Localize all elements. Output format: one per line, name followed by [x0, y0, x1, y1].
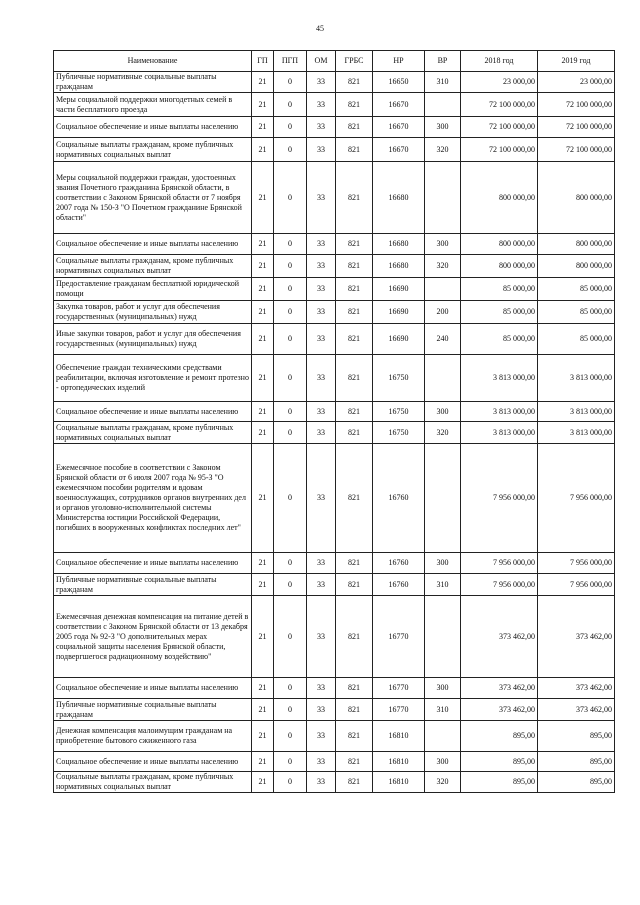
- row-2018: 85 000,00: [461, 278, 538, 301]
- row-2018: 800 000,00: [461, 234, 538, 255]
- budget-table: [53, 50, 615, 793]
- row-name: Меры социальной поддержки многодетных семей в части бесплатного проезда: [54, 93, 252, 117]
- row-name: Социальные выплаты гражданам, кроме публичных нормативных социальных выплат: [54, 772, 252, 793]
- row-2019: 72 100 000,00: [538, 138, 615, 162]
- row-vr: [425, 355, 461, 402]
- row-2018: 800 000,00: [461, 162, 538, 234]
- row-name: Социальные выплаты гражданам, кроме публичных нормативных социальных выплат: [54, 422, 252, 444]
- table-row: [54, 162, 615, 234]
- row-2018: 895,00: [461, 772, 538, 793]
- row-pgp: 0: [274, 678, 307, 699]
- row-pgp: 0: [274, 117, 307, 138]
- row-2018: 72 100 000,00: [461, 138, 538, 162]
- row-vr: [425, 596, 461, 678]
- row-2018: 3 813 000,00: [461, 402, 538, 422]
- header-name: Наименование: [54, 51, 252, 72]
- row-grbs: 821: [336, 355, 373, 402]
- row-2019: 85 000,00: [538, 301, 615, 324]
- row-pgp: 0: [274, 301, 307, 324]
- row-vr: 300: [425, 752, 461, 772]
- row-pgp: 0: [274, 574, 307, 596]
- row-grbs: 821: [336, 162, 373, 234]
- row-grbs: 821: [336, 278, 373, 301]
- table-row: [54, 678, 615, 699]
- row-gp: 21: [252, 278, 274, 301]
- row-nr: 16760: [373, 574, 425, 596]
- row-grbs: 821: [336, 72, 373, 93]
- row-name: Социальное обеспечение и иные выплаты населению: [54, 553, 252, 574]
- row-name: Социальное обеспечение и иные выплаты населению: [54, 752, 252, 772]
- row-om: 33: [307, 699, 336, 721]
- table-row: [54, 772, 615, 793]
- row-gp: 21: [252, 162, 274, 234]
- row-grbs: 821: [336, 596, 373, 678]
- row-gp: 21: [252, 596, 274, 678]
- row-om: 33: [307, 678, 336, 699]
- row-nr: 16690: [373, 301, 425, 324]
- row-2019: 3 813 000,00: [538, 355, 615, 402]
- row-pgp: 0: [274, 596, 307, 678]
- row-pgp: 0: [274, 255, 307, 278]
- header-grbs: ГРБС: [336, 51, 373, 72]
- row-gp: 21: [252, 72, 274, 93]
- table-row: [54, 93, 615, 117]
- row-2019: 895,00: [538, 772, 615, 793]
- row-gp: 21: [252, 402, 274, 422]
- table-row: [54, 444, 615, 553]
- table-row: [54, 721, 615, 752]
- table-row: [54, 553, 615, 574]
- row-2018: 7 956 000,00: [461, 574, 538, 596]
- header-vr: ВР: [425, 51, 461, 72]
- table-row: [54, 138, 615, 162]
- row-2019: 800 000,00: [538, 162, 615, 234]
- row-gp: 21: [252, 721, 274, 752]
- row-2019: 3 813 000,00: [538, 422, 615, 444]
- header-2019: 2019 год: [538, 51, 615, 72]
- row-vr: [425, 278, 461, 301]
- row-2018: 23 000,00: [461, 72, 538, 93]
- row-om: 33: [307, 422, 336, 444]
- row-gp: 21: [252, 117, 274, 138]
- row-om: 33: [307, 444, 336, 553]
- row-vr: 300: [425, 553, 461, 574]
- row-name: Ежемесячная денежная компенсация на питание детей в соответствии с Законом Брянской области от 13 декабря 2005 года № 92-З "О дополнительных мерах социальной защиты населения Брянской области, подвергшегося радиационному воздействию": [54, 596, 252, 678]
- row-nr: 16810: [373, 772, 425, 793]
- row-pgp: 0: [274, 444, 307, 553]
- row-om: 33: [307, 721, 336, 752]
- row-om: 33: [307, 772, 336, 793]
- row-2018: 85 000,00: [461, 324, 538, 355]
- table-row: [54, 752, 615, 772]
- row-gp: 21: [252, 699, 274, 721]
- row-gp: 21: [252, 678, 274, 699]
- row-nr: 16670: [373, 138, 425, 162]
- row-om: 33: [307, 301, 336, 324]
- row-om: 33: [307, 752, 336, 772]
- row-nr: 16690: [373, 324, 425, 355]
- row-grbs: 821: [336, 402, 373, 422]
- row-grbs: 821: [336, 422, 373, 444]
- row-gp: 21: [252, 234, 274, 255]
- table-row: [54, 355, 615, 402]
- row-nr: 16670: [373, 93, 425, 117]
- row-nr: 16810: [373, 752, 425, 772]
- row-gp: 21: [252, 422, 274, 444]
- row-name: Социальное обеспечение и иные выплаты населению: [54, 678, 252, 699]
- header-gp: ГП: [252, 51, 274, 72]
- row-vr: [425, 162, 461, 234]
- row-gp: 21: [252, 772, 274, 793]
- row-nr: 16770: [373, 699, 425, 721]
- row-gp: 21: [252, 553, 274, 574]
- table-row: [54, 596, 615, 678]
- row-2019: 7 956 000,00: [538, 574, 615, 596]
- row-om: 33: [307, 596, 336, 678]
- row-pgp: 0: [274, 721, 307, 752]
- row-2019: 72 100 000,00: [538, 93, 615, 117]
- row-grbs: 821: [336, 772, 373, 793]
- row-vr: 300: [425, 117, 461, 138]
- header-om: ОМ: [307, 51, 336, 72]
- row-2019: 3 813 000,00: [538, 402, 615, 422]
- row-om: 33: [307, 162, 336, 234]
- row-om: 33: [307, 255, 336, 278]
- row-grbs: 821: [336, 444, 373, 553]
- row-nr: 16810: [373, 721, 425, 752]
- row-gp: 21: [252, 93, 274, 117]
- row-2018: 72 100 000,00: [461, 117, 538, 138]
- row-pgp: 0: [274, 772, 307, 793]
- page-number: 45: [316, 24, 324, 33]
- row-gp: 21: [252, 574, 274, 596]
- row-name: Социальное обеспечение и иные выплаты населению: [54, 402, 252, 422]
- row-nr: 16650: [373, 72, 425, 93]
- row-pgp: 0: [274, 355, 307, 402]
- row-2019: 23 000,00: [538, 72, 615, 93]
- row-2019: 373 462,00: [538, 699, 615, 721]
- row-om: 33: [307, 93, 336, 117]
- table-header-row: [54, 51, 615, 72]
- row-gp: 21: [252, 255, 274, 278]
- row-grbs: 821: [336, 138, 373, 162]
- row-pgp: 0: [274, 162, 307, 234]
- row-nr: 16770: [373, 678, 425, 699]
- row-vr: 300: [425, 678, 461, 699]
- table-row: [54, 574, 615, 596]
- row-2019: 800 000,00: [538, 234, 615, 255]
- row-vr: 310: [425, 574, 461, 596]
- row-pgp: 0: [274, 324, 307, 355]
- row-name: Предоставление гражданам бесплатной юридической помощи: [54, 278, 252, 301]
- row-vr: 310: [425, 72, 461, 93]
- row-nr: 16680: [373, 234, 425, 255]
- row-2019: 895,00: [538, 752, 615, 772]
- row-2019: 72 100 000,00: [538, 117, 615, 138]
- row-om: 33: [307, 117, 336, 138]
- table-row: [54, 301, 615, 324]
- row-nr: 16680: [373, 162, 425, 234]
- row-2018: 7 956 000,00: [461, 444, 538, 553]
- row-name: Денежная компенсация малоимущим гражданам на приобретение бытового сжиженного газа: [54, 721, 252, 752]
- row-2019: 85 000,00: [538, 278, 615, 301]
- row-2018: 7 956 000,00: [461, 553, 538, 574]
- row-vr: [425, 444, 461, 553]
- row-pgp: 0: [274, 234, 307, 255]
- row-om: 33: [307, 138, 336, 162]
- row-pgp: 0: [274, 72, 307, 93]
- row-grbs: 821: [336, 752, 373, 772]
- row-name: Публичные нормативные социальные выплаты гражданам: [54, 574, 252, 596]
- row-pgp: 0: [274, 699, 307, 721]
- row-name: Социальное обеспечение и иные выплаты населению: [54, 234, 252, 255]
- row-pgp: 0: [274, 422, 307, 444]
- row-vr: 240: [425, 324, 461, 355]
- row-name: Закупка товаров, работ и услуг для обеспечения государственных (муниципальных) нужд: [54, 301, 252, 324]
- row-grbs: 821: [336, 117, 373, 138]
- row-vr: [425, 93, 461, 117]
- row-2018: 3 813 000,00: [461, 355, 538, 402]
- row-nr: 16670: [373, 117, 425, 138]
- row-gp: 21: [252, 324, 274, 355]
- row-name: Социальное обеспечение и иные выплаты населению: [54, 117, 252, 138]
- row-2019: 85 000,00: [538, 324, 615, 355]
- row-om: 33: [307, 402, 336, 422]
- row-pgp: 0: [274, 752, 307, 772]
- row-om: 33: [307, 72, 336, 93]
- row-pgp: 0: [274, 553, 307, 574]
- row-gp: 21: [252, 752, 274, 772]
- row-2018: 373 462,00: [461, 699, 538, 721]
- table-row: [54, 278, 615, 301]
- row-pgp: 0: [274, 93, 307, 117]
- header-pgp: ПГП: [274, 51, 307, 72]
- row-name: Обеспечение граждан техническими средствами реабилитации, включая изготовление и ремонт протезно - ортопедических изделий: [54, 355, 252, 402]
- table-row: [54, 234, 615, 255]
- row-grbs: 821: [336, 234, 373, 255]
- table-row: [54, 255, 615, 278]
- table-row: [54, 72, 615, 93]
- row-grbs: 821: [336, 721, 373, 752]
- row-grbs: 821: [336, 324, 373, 355]
- row-grbs: 821: [336, 93, 373, 117]
- row-grbs: 821: [336, 553, 373, 574]
- row-2019: 800 000,00: [538, 255, 615, 278]
- row-gp: 21: [252, 138, 274, 162]
- row-name: Ежемесячное пособие в соответствии с Законом Брянской области от 6 июля 2007 года № 95-З "О ежемесячном пособии родителям и вдовам военнослужащих, сотрудников органов внутренних дел и органов уголовно-исполнительной системы Министерства юстиции Российской Федерации, погибших в вооруженных конфликтах последних лет": [54, 444, 252, 553]
- row-grbs: 821: [336, 678, 373, 699]
- row-name: Социальные выплаты гражданам, кроме публичных нормативных социальных выплат: [54, 255, 252, 278]
- row-om: 33: [307, 234, 336, 255]
- row-vr: 320: [425, 772, 461, 793]
- row-2018: 800 000,00: [461, 255, 538, 278]
- row-nr: 16750: [373, 355, 425, 402]
- row-grbs: 821: [336, 301, 373, 324]
- row-2018: 3 813 000,00: [461, 422, 538, 444]
- row-pgp: 0: [274, 278, 307, 301]
- row-2019: 7 956 000,00: [538, 553, 615, 574]
- row-gp: 21: [252, 301, 274, 324]
- row-name: Публичные нормативные социальные выплаты гражданам: [54, 72, 252, 93]
- header-2018: 2018 год: [461, 51, 538, 72]
- row-om: 33: [307, 355, 336, 402]
- row-gp: 21: [252, 444, 274, 553]
- row-pgp: 0: [274, 138, 307, 162]
- row-gp: 21: [252, 355, 274, 402]
- row-2018: 85 000,00: [461, 301, 538, 324]
- row-vr: 200: [425, 301, 461, 324]
- row-nr: 16690: [373, 278, 425, 301]
- row-vr: 320: [425, 255, 461, 278]
- row-grbs: 821: [336, 699, 373, 721]
- row-nr: 16680: [373, 255, 425, 278]
- row-nr: 16760: [373, 553, 425, 574]
- table-row: [54, 422, 615, 444]
- row-2018: 72 100 000,00: [461, 93, 538, 117]
- row-vr: [425, 721, 461, 752]
- header-nr: НР: [373, 51, 425, 72]
- row-2019: 373 462,00: [538, 678, 615, 699]
- row-grbs: 821: [336, 574, 373, 596]
- row-2019: 373 462,00: [538, 596, 615, 678]
- row-2019: 895,00: [538, 721, 615, 752]
- row-vr: 300: [425, 234, 461, 255]
- table-row: [54, 699, 615, 721]
- row-vr: 310: [425, 699, 461, 721]
- row-2019: 7 956 000,00: [538, 444, 615, 553]
- row-om: 33: [307, 574, 336, 596]
- row-om: 33: [307, 553, 336, 574]
- row-2018: 373 462,00: [461, 678, 538, 699]
- row-grbs: 821: [336, 255, 373, 278]
- row-om: 33: [307, 278, 336, 301]
- row-nr: 16770: [373, 596, 425, 678]
- row-2018: 373 462,00: [461, 596, 538, 678]
- row-name: Иные закупки товаров, работ и услуг для обеспечения государственных (муниципальных) нужд: [54, 324, 252, 355]
- row-nr: 16750: [373, 402, 425, 422]
- row-om: 33: [307, 324, 336, 355]
- row-2018: 895,00: [461, 721, 538, 752]
- row-vr: 320: [425, 422, 461, 444]
- row-vr: 320: [425, 138, 461, 162]
- row-vr: 300: [425, 402, 461, 422]
- table-row: [54, 324, 615, 355]
- table-row: [54, 117, 615, 138]
- row-2018: 895,00: [461, 752, 538, 772]
- row-nr: 16750: [373, 422, 425, 444]
- row-name: Публичные нормативные социальные выплаты гражданам: [54, 699, 252, 721]
- row-name: Социальные выплаты гражданам, кроме публичных нормативных социальных выплат: [54, 138, 252, 162]
- table-row: [54, 402, 615, 422]
- row-nr: 16760: [373, 444, 425, 553]
- row-name: Меры социальной поддержки граждан, удостоенных звания Почетного гражданина Брянской области, в соответствии с Законом Брянской области от 7 ноября 2007 года № 150-З "О Почетном гражданине Брянской области": [54, 162, 252, 234]
- row-pgp: 0: [274, 402, 307, 422]
